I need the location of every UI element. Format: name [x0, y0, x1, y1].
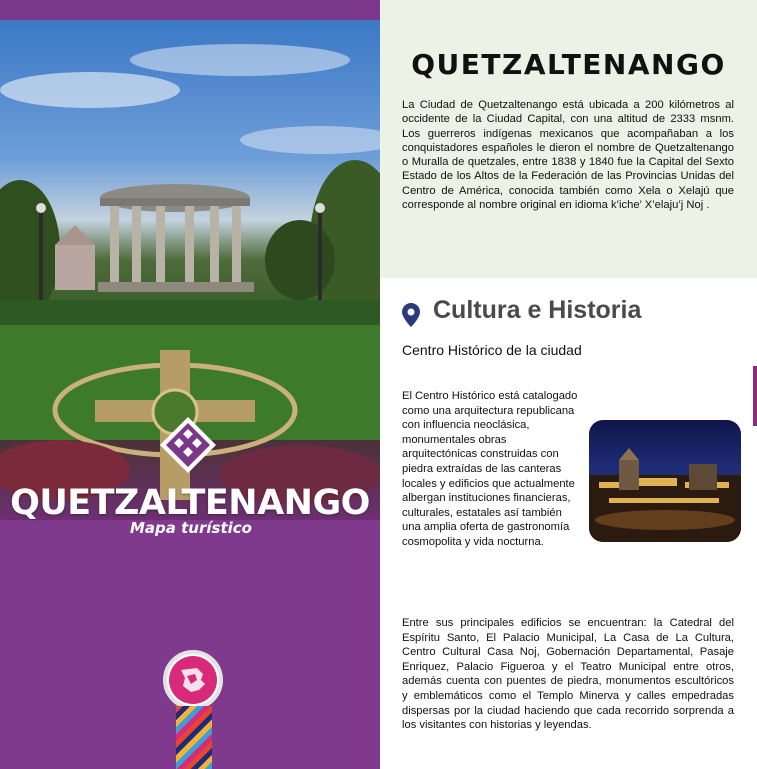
section-paragraph-1: El Centro Histórico está catalogado como una arquitectura republicana con influencia neoclásica, monumentales obras arquitectónicas construidas con piedra extraídas de las canteras locales y edificios que actualmente albergan instituciones financieras, culturales, estatales así también una amplia oferta de gastronomía cosmopolita y vida nocturna. [402, 390, 578, 548]
map-pin-icon [402, 303, 420, 327]
page-title: QUETZALTENANGO [411, 48, 726, 81]
cover-subtitle: Mapa turístico [130, 519, 252, 537]
cover-top-bar [0, 0, 380, 20]
intro-paragraph: La Ciudad de Quetzaltenango está ubicada a 200 kilómetros al occidente de la Ciudad Capital, con una altitud de 2333 msnm. Los guerreros indígenas mexicanos que acompañaban a los conquistadores españoles le dieron el nombre de Quetzaltenango o Muralla de quetzales, entre 1838 y 1840 fue la Capital del Sexto Estado de los Altos de la Federación de las Provincias Unidas del Centro de América, conocida también como Xela o Xelajú que corresponde al nombre original en idioma k’iche’ X’elaju’j Noj . [402, 99, 734, 212]
night-city-photo [589, 420, 741, 542]
cover-photo [0, 20, 380, 520]
section-subtitle: Centro Histórico de la ciudad [402, 342, 582, 358]
temple-minerva-illustration [0, 20, 380, 520]
guatemala-map-badge-icon [163, 650, 223, 710]
woven-textile-strip [176, 706, 212, 769]
section-paragraph-2: Entre sus principales edificios se encuentran: la Catedral del Espíritu Santo, El Palacio Municipal, La Casa de La Cultura, Centro Cultural Casa Noj, Gobernación Departamental, Pasaje Enriquez, Palacio Figueroa y el Teatro Municipal entre otros, además cuenta con puentes de piedra, monumentos escultóricos y emblemáticos como el Templo Minerva y calles empedradas dispersas por la ciudad haciendo que cada recorrido sorprenda a los visitantes con historias y leyendas. [402, 617, 734, 732]
page-edge-marker [753, 366, 757, 426]
section-title: Cultura e Historia [433, 296, 642, 324]
cover-title: QUETZALTENANGO [10, 483, 370, 523]
